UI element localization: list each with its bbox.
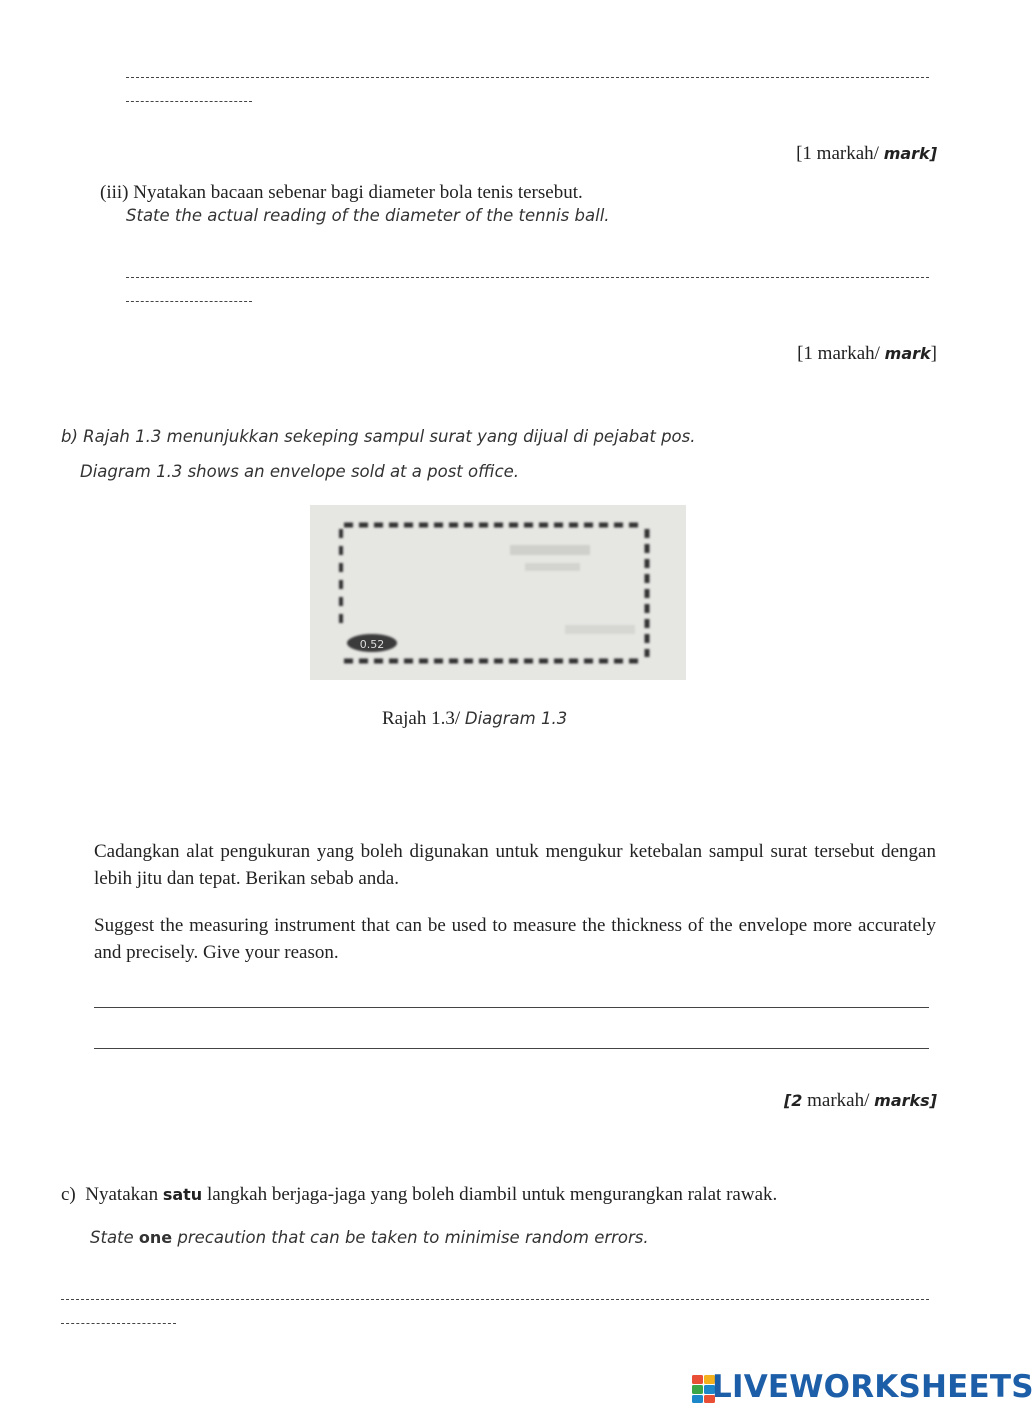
question-a-iii-en: State the actual reading of the diameter of the tennis ball.	[126, 206, 610, 225]
answer-input-b-2[interactable]	[94, 1026, 929, 1046]
answer-line-a-ii-1	[126, 77, 929, 78]
question-label: c)	[61, 1184, 76, 1205]
envelope-stamp-label: 0.52	[359, 638, 385, 651]
answer-input-c[interactable]	[61, 1277, 929, 1297]
answer-input-b-1[interactable]	[94, 985, 929, 1005]
answer-line-b-2	[94, 1048, 929, 1049]
question-b-intro-en: Diagram 1.3 shows an envelope sold at a post office.	[80, 462, 520, 481]
question-b-intro-ms: b) Rajah 1.3 menunjukkan sekeping sampul surat yang dijual di pejabat pos.	[61, 427, 696, 446]
envelope-illustration	[310, 505, 686, 680]
answer-line-a-iii-1	[126, 277, 929, 278]
diagram-caption: Rajah 1.3/ Diagram 1.3	[382, 708, 568, 729]
answer-input-a-iii[interactable]	[126, 256, 929, 276]
answer-input-a-ii[interactable]	[126, 56, 929, 76]
logo-text: LIVEWORKSHEETS	[712, 1369, 1034, 1405]
question-c-en: State one precaution that can be taken to minimise random errors.	[90, 1228, 649, 1247]
question-label: (iii)	[100, 182, 129, 203]
answer-line-b-1	[94, 1007, 929, 1008]
question-b-paragraph-en: Suggest the measuring instrument that can be used to measure the thickness of the envelope more accurately and precisely. Give your reason.	[94, 915, 936, 963]
answer-line-c-1	[61, 1299, 929, 1300]
question-c-ms: c) Nyatakan satu langkah berjaga-jaga yang boleh diambil untuk mengurangkan ralat rawak.	[61, 1184, 778, 1205]
question-a-iii-ms: (iii) Nyatakan bacaan sebenar bagi diameter bola tenis tersebut.	[100, 182, 583, 203]
answer-line-c-2	[61, 1323, 176, 1324]
question-b-paragraph-ms: Cadangkan alat pengukuran yang boleh digunakan untuk mengukur ketebalan sampul surat tersebut dengan lebih jitu dan tepat. Berikan sebab anda.	[94, 841, 936, 889]
marks-label-b: [2 markah/ marks]	[783, 1090, 937, 1111]
answer-line-a-iii-2	[126, 301, 252, 302]
envelope-diagram	[310, 505, 686, 680]
answer-line-a-ii-2	[126, 101, 252, 102]
marks-label-a-iii: [1 markah/ mark]	[797, 343, 937, 364]
marks-label-a-ii: [1 markah/ mark]	[796, 143, 937, 164]
